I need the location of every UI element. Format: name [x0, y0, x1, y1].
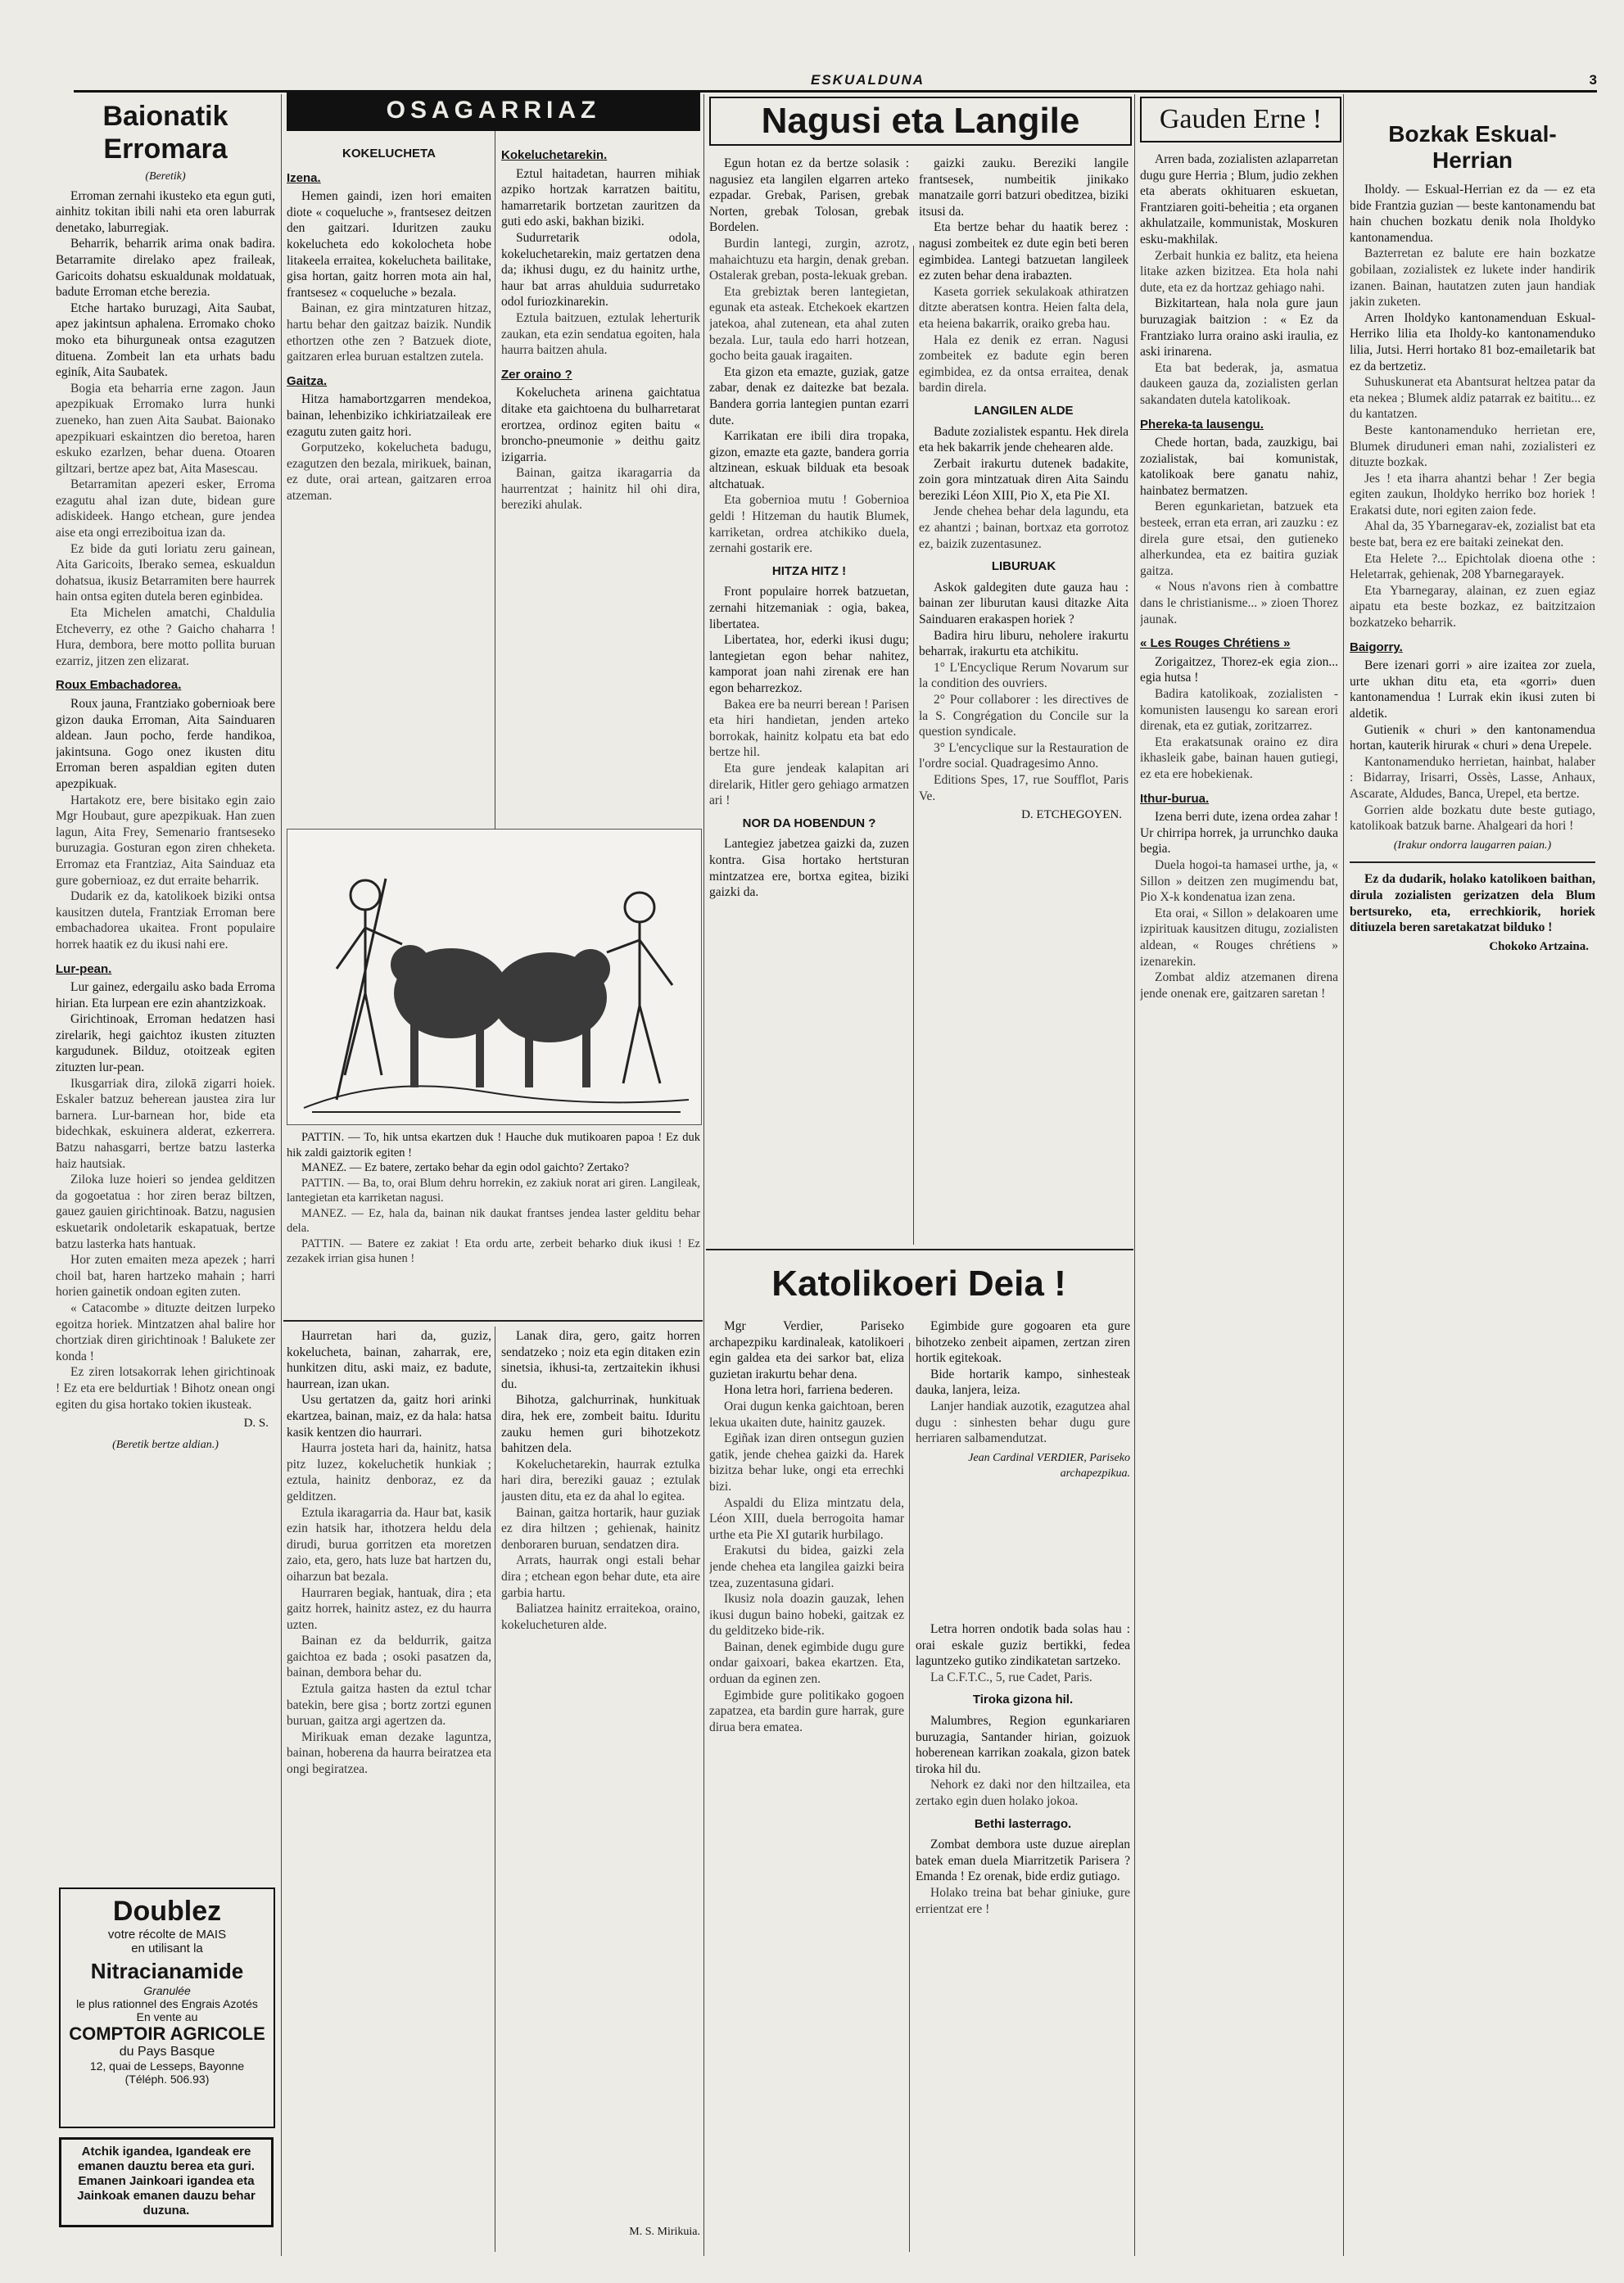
- paragraph: Bainan, gaitza ikaragarria da haurrentzat ; hainitz hil ohi dira, bereziki ahulak.: [501, 466, 700, 513]
- column-rule: [909, 1343, 910, 2252]
- paragraph: La C.F.T.C., 5, rue Cadet, Paris.: [930, 1670, 1092, 1684]
- paragraph: Beharrik, beharrik arima onak badira. Betarramite direlako apez fraileak, Garicoits dohatsu eskualdunak moldatuak, badute Erroman etche berezia.: [56, 237, 275, 300]
- subheading: LANGILEN ALDE: [974, 403, 1074, 418]
- column-rule: [703, 94, 704, 2256]
- section-heading: Roux Embachadorea.: [56, 678, 182, 693]
- paragraph: Eta erakatsunak oraino ez dira ikhasleik gabe, bainan hauen gutiegi, ez eta ere hobekienak.: [1140, 735, 1338, 781]
- ad-line: en utilisant la: [131, 1942, 203, 1955]
- paragraph: Hitza hamabortzgarren mendekoa, bainan, lehenbiziko ichkiriatzaileak ere ezagutu zuten gaitz hori.: [287, 392, 491, 439]
- article-title: Katolikoeri Deia !: [771, 1264, 1066, 1304]
- paragraph: Editions Spes, 17, rue Soufflot, Paris Ve.: [919, 772, 1129, 803]
- paragraph: Zombat dembora uste duzue aireplan batek eman duela Miarritzetik Parisera ? Emanda ! Ez orenak, bide erdiz gutiago.: [916, 1838, 1130, 1884]
- paragraph: Malumbres, Region egunkariaren buruzagia, Santander hirian, goizuok hoberenean karrikan zoakala, gizon batek tiroka hil du.: [916, 1713, 1130, 1776]
- sunday-notice: Atchik igandea, Igandeak ere emanen dauztu berea eta guri. Emanen Jainkoari igandea eta Jainkoak emanen dauzu behar duzuna.: [59, 2137, 274, 2227]
- paragraph: Nehork ez daki nor den hiltzailea, eta zertako egin duen holako jokoa.: [916, 1778, 1130, 1808]
- signature: D. ETCHEGOYEN.: [1021, 808, 1122, 822]
- paragraph: Dudarik ez da, katolikoek biziki ontsa kausitzen dutela, Frantziak Erroman bere embachadorea ukaitea. Front populaire horrek haatik ez du ikusi nahi ere.: [56, 889, 275, 952]
- section-heading: « Les Rouges Chrétiens »: [1140, 636, 1291, 651]
- paragraph: Jende chehea behar dela lagundu, eta ez ahantzi ; bainan, bortxaz eta gorrotoz ez, baizik zuzentasunez.: [919, 504, 1129, 551]
- paragraph: Roux jauna, Frantziako gobernioak bere gizon dauka Erroman, Aita Sainduaren aldean. Jaun pocho, ferde handikoa, jakintsuna. Gogo onez ikusten ditu Erroman beren aspaldian egiten duten apezpikuak.: [56, 697, 275, 791]
- paragraph: Bere izenari gorri » aire izaitea zor zuela, urte ukhan ditu eta, eta «gorri» duen kantonamendua ! Lurrak ekin ikusi zuten bi aldetik.: [1350, 658, 1595, 721]
- ad-headline: Doublez: [112, 1896, 222, 1927]
- paragraph: Haurraren begiak, hantuak, dira ; eta gaitz horrek, hainitz astez, ez du haurra uzten.: [287, 1585, 491, 1632]
- column-1: [56, 97, 275, 2144]
- signature: Jean Cardinal VERDIER, Pariseko archapezpikua.: [968, 1451, 1130, 1481]
- paragraph: Mgr Verdier, Pariseko archapezpiku kardinaleak, katolikoeri egin galdea eta dei sarkor bat, eliza guzietan irakurtu behar dena.: [709, 1319, 904, 1381]
- paragraph: Egun hotan ez da bertze solasik : nagusiez eta langilen elgarren arteko ezpadar. Grebak, Parisen, grebak Norten, grebak Tolosan, grebak Bordelen.: [709, 156, 909, 235]
- paragraph: Arrats, haurrak ongi estali behar dira ; etchean egon behar dute, eta aire garbia hartu.: [501, 1553, 700, 1600]
- paragraph: Mirikuak eman dezake laguntza, bainan, hoberena da haurra beiratzea eta ongi begiratzea.: [287, 1729, 491, 1777]
- caption-line: MANEZ. — Ez, hala da, bainan nik daukat frantses jendea laster gelditu behar dela.: [287, 1206, 700, 1235]
- section-title: OSAGARRIAZ: [386, 97, 601, 124]
- paragraph: Zerbait hunkia ez balitz, eta heiena litake azken bizitzea. Eta hola nahi dute, eta ez da hortzaz gehiago nahi.: [1140, 248, 1338, 295]
- column-6: [1140, 151, 1338, 2248]
- paragraph: Letra horren ondotik bada solas hau : orai eskale guziz bertikki, fedea laguntzeko gutiko zindikatetan sartzeko.: [916, 1622, 1130, 1669]
- paragraph: Bainan, ez gira mintzaturen hitzaz, hartu behar den gaitzaz baizik. Nundik ethortzen othe zen ? Batzuek diote, gaitzaren erlea buruan estaltzen zutela.: [287, 301, 491, 364]
- ad-line: Granulée: [143, 1984, 191, 1997]
- column-7: [1350, 182, 1595, 2254]
- paragraph: Libertatea, hor, ederki ikusi dugu; lantegietan egon behar nahitez, kamporat joan nahi zirenak ere han egon beharrezkoz.: [709, 633, 909, 695]
- section-heading: Ithur-burua.: [1140, 791, 1210, 806]
- ad-address: 12, quai de Lesseps, Bayonne: [89, 2059, 245, 2073]
- paragraph: Kokeluchetarekin, haurrak eztulka hari dira, bereziki gauaz ; eztulak jausten ditu, eta ez da ahal lo egitea.: [501, 1457, 700, 1503]
- column-rule: [1343, 94, 1344, 2256]
- divider: [1350, 861, 1595, 863]
- paragraph: Ziloka luze hoieri so jendea gelditzen da gogoetatua : hor ziren beraz biltzen, gauez gauien girichtinoak. Batzu, nagusien eskuetarik ondoletarik eskapatuak, bertze batzu lasterka hats hantuak.: [56, 1173, 275, 1251]
- paragraph: 3° L'encyclique sur la Restauration de l'ordre social. Quadragesimo Anno.: [919, 740, 1129, 771]
- paragraph: Egiñak izan diren ontsegun guzien gatik, jende chehea gaizki da. Harek bizitza behar luke, ongi eta errechki bizi.: [709, 1431, 904, 1494]
- ad-line: du Pays Basque: [119, 2045, 215, 2059]
- paragraph: Baliatzea hainitz erraitekoa, oraino, kokelucheturen alde.: [501, 1602, 700, 1632]
- paragraph: Bihotza, galchurrinak, hunkituak dira, hek ere, zombeit baitu. Iduritu zauku hemen guri bihotzekotz bahitzen dela.: [501, 1393, 700, 1456]
- cartoon-illustration: [287, 829, 702, 1125]
- paragraph: Holako treina bat behar giniuke, gure errientzat ere !: [916, 1885, 1130, 1916]
- paragraph: Hor zuten emaiten meza apezek ; harri choil bat, haren hartzeko mahain ; harri horien gainetik ondoan egiten zuten.: [56, 1253, 275, 1300]
- paragraph: Kantonamenduko herrietan, hainbat, halaber : Bidarray, Irisarri, Ossès, Lasse, Anhaux, Ascarate, Aldudes, Banca, Urepel, eta bertze.: [1350, 754, 1595, 801]
- ad-line: En vente au: [136, 2010, 198, 2023]
- paragraph: Duela hogoi-ta hamasei urthe, ja, « Sillon » deitzen zen mugimendu bat, Pio X-k kondenatua izan zena.: [1140, 857, 1338, 905]
- paragraph: Erroman zernahi ikusteko eta egun guti, ainhitz tokitan ibili nahi eta oren laburrak denetako, laburregiak.: [56, 188, 275, 235]
- oxen-herdsmen-drawing: [287, 830, 701, 1124]
- paper-name: ESKUALDUNA: [811, 72, 925, 88]
- signature: D. S.: [243, 1417, 269, 1431]
- paragraph: Eta gure jendeak kalapitan ari direlarik, Hitler gero gehiago armatzen ari !: [709, 761, 909, 808]
- paragraph: Beste kantonamenduko herrietan ere, Blumek diruduneri eman nahi, zozialisteri ez dituzte bozkak.: [1350, 423, 1595, 470]
- paragraph: Eta bertze behar du haatik berez : nagusi zombeitek ez dute egin beti beren egimbidea. Lantegi batzuetan langileek ez zuten behar dena irabazten.: [919, 220, 1129, 283]
- paragraph: Hala ez denik ez erran. Nagusi zombeitek ez badute egin beren egimbidea, ez da ontsa erraitea, denak bardin direla.: [919, 332, 1129, 396]
- article-title: Nagusi eta Langile: [709, 97, 1132, 146]
- ad-line: le plus rationnel des Engrais Azotés: [76, 1997, 258, 2010]
- subheading: LIBURUAK: [991, 559, 1056, 574]
- paragraph: Karrikatan ere ibili dira tropaka, gizon, emazte eta gazte, bandera gorria altzinean, eskuak bilduak eta besoak altchatuak.: [709, 429, 909, 491]
- paragraph: Ikusiz nola doazin gauzak, lehen ikusi dugun baino hobeki, gaitzak ez du gelditzeko bide-rik.: [709, 1592, 904, 1639]
- paragraph: Eztula ikaragarria da. Haur bat, kasik ezin hatsik har, ithotzera heldu dela dirudi, burua gorritzen eta moretzen zaio, eta, gero, hats luze bat hartzen du, oiharzun bat bezala.: [287, 1505, 491, 1584]
- paragraph: gaizki zauku. Bereziki langile frantsesek, numbeitik jinikako manatzaile gorri batzuri obeditzea, biziki itsusi da.: [919, 156, 1129, 219]
- paragraph: Kaseta gorriek sekulakoak athiratzen ditzte aberatsen kontra. Heien falta dela, eta heiena bakarrik, oraiko greba hau.: [919, 284, 1129, 331]
- paragraph: Burdin lantegi, zurgin, azrotz, mahaichtuzu eta hargin, denak greban. Ostalerak greban, posta-lekuak greban.: [709, 236, 909, 283]
- paragraph: Bogia eta beharria erne zagon. Jaun apezpikuak Erromako lurra hunki zueneko, han zuen Aita Saubat. Baionako apezpikuari eskaintzen dio beretoa, haren eskuko ezarlzen, behar duena. Otoaren giltzari, bertze apez bat, Aita Masescau.: [56, 381, 275, 476]
- paragraph: Egimbide gure gogoaren eta gure bihotzeko zenbeit aipamen, zertzan ziren hortik egitekoak.: [916, 1319, 1130, 1366]
- paragraph: Zorigaitzez, Thorez-ek egia zion... egia hutsa !: [1140, 654, 1338, 685]
- paragraph: Girichtinoak, Erroman hedatzen hasi zirelarik, hegi gaichtoz ikusten zituzten kargudunek. Bilduz, otoitzeak egiten zituzten lur-pean.: [56, 1012, 275, 1075]
- section-heading: Baigorry.: [1350, 640, 1403, 654]
- ad-line: votre récolte de MAIS: [107, 1928, 227, 1942]
- article-subtitle: (Beretik): [145, 170, 186, 183]
- section-rule: [283, 1320, 703, 1322]
- paragraph: Bazterretan ez balute ere hain bozkatze gobilaan, zozialistek ez lukete inder handirik izanen. Bainan, hautatzen zuten jaun handiak jakin zuketen.: [1350, 246, 1595, 310]
- katolikoeri-left-column: [709, 1318, 904, 2244]
- continued-note: (Irakur ondorra laugarren paian.): [1393, 839, 1552, 852]
- paragraph: Eta Michelen amatchi, Chaldulia Etcheverry, ez othe ? Gaicho chaharra ! Hura, dembora, bere motto pollita buruan ezarriz, jitzen zen elizarat.: [56, 606, 275, 668]
- paragraph: Bainan, gaitza hortarik, haur guziak ez dira hiltzen ; gehienak, hainitz denboraren buruan, sendatzen dira.: [501, 1505, 700, 1552]
- paragraph: Ez da dudarik, holako katolikoen baithan, dirula zozialisten gerizatzen dela Blum bertsureko, eta, errechkiorik, horiek ditiuzela beren saretakatzat bilduko !: [1350, 872, 1595, 935]
- column-3: [501, 139, 700, 819]
- katolikoeri-right-column: [916, 1318, 1130, 1613]
- section-heading: Zer oraino ?: [501, 367, 572, 382]
- paragraph: Suhuskunerat eta Abantsurat heltzea patar da eta nekea ; Blumek aldiz patarrak ez baititu... ez du kantatzen.: [1350, 375, 1595, 422]
- paragraph: Haurra josteta hari da, hainitz, hatsa pitz luzez, kokeluchetik hunkiak ; eztula, hainitz denboraz, ez da gelditzen.: [287, 1441, 491, 1503]
- column-5: [919, 156, 1129, 1245]
- paragraph: Erakutsi du bidea, gaizki zela jende chehea eta langilea gaizki beira tzea, zuzentasuna gidari.: [709, 1544, 904, 1590]
- subheading: Tiroka gizona hil.: [972, 1693, 1074, 1707]
- paragraph: Bakea ere ba neurri berean ! Parisen eta hiri handietan, jenden arteko borrokak, hainitz kolpatu eta bat edo bertze hil.: [709, 697, 909, 760]
- column-rule: [281, 94, 282, 2256]
- paragraph: Badira hiru liburu, neholere irakurtu beharrak, irakurtu eta atchikitu.: [919, 628, 1129, 659]
- caption-line: PATTIN. — Batere ez zakiat ! Eta ordu arte, zerbeit beharko diuk ikusi ! Ez zezakek irrian gisa hunen !: [287, 1236, 700, 1265]
- paragraph: Front populaire horrek batzuetan, zernahi hitzemaniak : ogia, bakea, libertatea.: [709, 585, 909, 631]
- paragraph: Bizkitartean, hala nola gure jaun buruzagiak baitzion : « Ez da Frantziako lurra oraino aski iraulia, ez aski irinarena.: [1140, 296, 1338, 359]
- paragraph: Bide hortarik kampo, sinhesteak dauka, lanjera, leiza.: [916, 1367, 1130, 1398]
- paragraph: « Nous n'avons rien à combattre dans le christianisme... » zioen Thorez jaunak.: [1140, 580, 1338, 626]
- column-3-lower: [501, 1328, 700, 2221]
- paragraph: Aspaldi du Eliza mintzatu dela, Léon XIII, duela berrogoita hamar urthe eta Pie XI gutarik hurbilago.: [709, 1495, 904, 1542]
- section-heading: Izena.: [287, 170, 321, 185]
- section-rule: [706, 1249, 1133, 1250]
- osagarriaz-banner: [287, 90, 700, 131]
- paragraph: Eta grebiztak beren lantegietan, egunak eta asteak. Etchekoek ekartzen jatekoa, ahal zutenean, eta ahal zuten bezala. Lur, taula edo harri hotzean, gocho beita gauak iragaiten.: [709, 284, 909, 364]
- caption-line: PATTIN. — Ba, to, orai Blum dehru horrekin, ez zakiuk norat ari giren. Langileak, lantegietan eta karriketan nagusi.: [287, 1176, 700, 1205]
- paragraph: Egimbide gure politikako gogoen zapatzea, eta bardin gure harrak, gure dirua bera ematea.: [709, 1688, 904, 1734]
- column-2-lower: [287, 1328, 491, 2245]
- paragraph: Zerbait irakurtu dutenek badakite, zoin gora mintzatuak diren Aita Saindu bereziki Léon XIII, Pio X, eta Pie XI.: [919, 456, 1129, 503]
- subheading: Bethi lasterrago.: [974, 1816, 1072, 1831]
- section-heading: Lur-pean.: [56, 961, 112, 976]
- paragraph: Gutienik « churi » den kantonamendua hortan, kauterik hirurak « churi » dena Urepele.: [1350, 722, 1595, 753]
- paragraph: Etche hartako buruzagi, Aita Saubat, apez jakintsun aphalena. Erromako choko moko eta bihurguneak ontsa ezagutzen dituena. Zombeit lan eta urhats badu eginík, Aita Saubatek.: [56, 301, 275, 380]
- paragraph: Betarramitan apezeri esker, Erroma ezagutu ahal izan dute, bidean gure adiskideek. Hango etchean, gure jendea aise eta ongi erreziboitua izan da.: [56, 477, 275, 540]
- caption-line: MANEZ. — Ez batere, zertako behar da egin odol gaichto? Zertako?: [301, 1161, 630, 1174]
- ad-phone: (Téléph. 506.93): [124, 2073, 210, 2086]
- paragraph: Zombat aldiz atzemanen direna jende onenak ere, gaitzaren saretan !: [1140, 970, 1338, 1001]
- column-rule: [1134, 94, 1135, 2256]
- section-heading: Kokeluchetarekin.: [501, 148, 608, 162]
- paragraph: Eta Ybarnegaray, alainan, ez zuen egiaz aipatu eta beste bozkaz, ez baitzitzaion bozkatzeko beharrik.: [1350, 583, 1595, 631]
- paragraph: Lantegiez jabetzea gaizki da, zuzen kontra. Gisa hortako hertsturan mintzatzea ere, bortxa egitea, biziki gaizki da.: [709, 837, 909, 900]
- subheading: NOR DA HOBENDUN ?: [742, 816, 876, 830]
- paragraph: Haurretan hari da, guziz, kokelucheta, bainan, zaharrak, ere, hunkitzen ditu, aski maiz, ez badute, haurrean, izan ukan.: [287, 1329, 491, 1391]
- paragraph: Chede hortan, bada, zauzkigu, bai zozialistak, bai komunistak, katolikoak bere ganatu nahiz, hainbatez bermatzen.: [1140, 436, 1338, 498]
- paragraph: Izena berri dute, izena ordea zahar ! Ur chirripa horrek, ja urrunchko dauka begia.: [1140, 810, 1338, 857]
- subheading: HITZA HITZ !: [771, 563, 847, 578]
- paragraph: Hona letra hori, farriena bederen.: [724, 1383, 893, 1398]
- paragraph: Askok galdegiten dute gauza hau : bainan zer liburutan kausi ditazke Aita Sainduaren erakaspen horiek ?: [919, 580, 1129, 627]
- continued-note: (Beretik bertze aldian.): [112, 1438, 219, 1451]
- katolikoeri-right-lower: [916, 1621, 1130, 2244]
- ad-seller: COMPTOIR AGRICOLE: [69, 2023, 265, 2044]
- paragraph: Usu gertatzen da, gaitz hori arinki ekartzea, bainan, maiz, ez da hala: hatsa kasik kentzen dio haurrari.: [287, 1393, 491, 1440]
- paragraph: Jes ! eta iharra ahantzi behar ! Zer begia egiten zaukun, Iholdyko herriko boz horiek ! Erakatsi dute, nori egiten zaion fede.: [1350, 471, 1595, 518]
- column-rule: [913, 246, 914, 1245]
- paragraph: Eta bat bederak, ja, asmatua daukeen gauza da, zozialisten gerlan sakandaten dutela katolikoak.: [1140, 360, 1338, 407]
- paragraph: Eta Helete ?... Epichtolak dioena othe : Heletarrak, gehienak, 208 Ybarnegarayek.: [1350, 551, 1595, 582]
- paragraph: 1° L'Encyclique Rerum Novarum sur la condition des ouvriers.: [919, 660, 1129, 691]
- article-title: Gauden Erne !: [1140, 97, 1341, 142]
- paragraph: Iholdy. — Eskual-Herrian ez da — ez eta bide Frantzia guzian — beste kantonamendu bat hain chuchen bozkatu denik nola Iholdyko kantonamendua.: [1350, 183, 1595, 245]
- paragraph: Ikusgarriak dira, zilokā zigarri hoiek. Eskaler batzuz beherean jaustea zira lur barnera. Lur-barnean hor, bide eta bidechkak, eskuinera alderat, ezkerrera. Batzu nahasgarri, bertze batzu lasterka haiz hautsiak.: [56, 1076, 275, 1171]
- paragraph: Eta gobernioa mutu ! Gobernioa geldi ! Hitzeman du hautik Blumek, karriketan, ordrea atchikiko duela, zernahi gostarik ere.: [709, 493, 909, 556]
- paragraph: Bainan, denek egimbide dugu gure ondar gaixoari, bakea ekartzen. Eta, orduan da eginen zen.: [709, 1639, 904, 1687]
- paragraph: 2° Pour collaborer : les directives de la S. Congrégation du Concile sur la question syndicale.: [919, 693, 1129, 739]
- paragraph: Lur gainez, edergailu asko bada Erroma hirian. Eta lurpean ere ezin ahantzizkoak.: [56, 980, 275, 1010]
- paragraph: Beren egunkarietan, batzuek eta besteek, erran eta erran, ari zauzku : ez direla gure etsai, den gutieneko alherkundea, eta ez baitira guziak gaitza.: [1140, 500, 1338, 578]
- paragraph: Eta orai, « Sillon » delakoaren ume izpirituak kausitzen ditugu, zozialisten aldean, « Rouges chrétiens » izenarekin.: [1140, 906, 1338, 969]
- paragraph: Lanjer handiak auzotik, ezagutzea ahal dugu : sinhesten behar dugu gure herriaren salbamendutzat.: [916, 1399, 1130, 1446]
- paragraph: Gorputzeko, kokelucheta badugu, ezagutzen den bezala, mirikuek, bainan, ez dute, orai artean, gaitzaren erroa atzeman.: [287, 441, 491, 503]
- paragraph: Hartakotz ere, bere bisitako egin zaio Mgr Houbaut, gure apezpikuak. Han zuen lagun, Aita Frey, Semenario frantseseko buruzagia. Gosturan egon ziren chheketa. Erromaz eta Frantziaz, Aita Sainduaz eta gure gobernioaz, ez dut erraite beharrik.: [56, 793, 275, 888]
- column-2: [287, 139, 491, 819]
- cartoon-caption: [287, 1130, 700, 1317]
- signature: M. S. Mirikuia.: [629, 2226, 700, 2238]
- paragraph: Ez ziren lotsakorrak lehen girichtinoak ! Ez eta ere beldurtiak ! Bihotz onean ongi egiten du gisa hortako tokien ikusteak.: [56, 1365, 275, 1412]
- paragraph: Eztula baitzuen, eztulak leherturik zaukan, eta ezin sendatua egoiten, hala haurra baitzen ahula.: [501, 310, 700, 358]
- paragraph: Ez bide da guti loriatu zeru gainean, Aita Garicoits, Iberako semea, eskualdun dohatsua, ikusiz Betarramiten bere haurrek hain ontsa egiten dutela beren eginbidea.: [56, 541, 275, 604]
- signature: Chokoko Artzaina.: [1489, 939, 1589, 953]
- paragraph: Eta gizon eta emazte, guziak, gatze zabar, denak ez daitezke bat bezala. Bandera gorria lantegien puntan ezarri dute.: [709, 364, 909, 427]
- paragraph: Badute zozialistek espantu. Hek direla eta hek bakarrik jende chehearen alde.: [919, 424, 1129, 455]
- article-title: Baionatik Erromara: [102, 101, 228, 165]
- column-4: [709, 156, 909, 1245]
- section-heading: Gaitza.: [287, 373, 328, 388]
- section-heading: Phereka-ta lausengu.: [1140, 417, 1264, 432]
- paragraph: Arren bada, zozialisten azlaparretan dugu gure Herria ; Blum, judio zekhen eta aberats okhituaren eskuetan, Frantziaren goiti-beheitia ; eta organen akhulatzaile, kommunistak, Moskuren esku-makhilak.: [1140, 152, 1338, 246]
- paragraph: Eztul haitadetan, haurren mihiak azpiko hortzak karratzen baititu, hamarretarik bortzetan zauritzen da guti edo aski, bakhan biziki.: [501, 166, 700, 229]
- caption-line: PATTIN. — To, hik untsa ekartzen duk ! Hauche duk mutikoaren papoa ! Ez duk hik zaldi gaiztorik egiten !: [287, 1131, 700, 1160]
- paragraph: Kokelucheta arinena gaichtatua ditake eta gaichtoena du bulharretarat erortzea, ordinoz egiten baitu « broncho-pneumonie » deithu gaitz izigarria.: [501, 386, 700, 464]
- fertilizer-advertisement: [59, 1887, 275, 2128]
- paragraph: Sudurretarik odola, kokeluchetarekin, maiz gertatzen dena da; ikhusi dugu, ez du hainitz urthe, haur bat arras ahulduia sudurretako odol furiozkinarekin.: [501, 230, 700, 310]
- paragraph: « Catacombe » dituzte deitzen lurpeko egoitza horiek. Mintzatzen ahal balire hor chortziak diren girichtinoak ! Balukete zer konda !: [56, 1300, 275, 1363]
- paragraph: Eztula gaitza hasten da eztul tchar batekin, bere gisa ; bortz zortzi egunen buruan, gaitza argi agertzen da.: [287, 1682, 491, 1729]
- paragraph: Bainan ez da beldurrik, gaitza gaichtoa ez bada ; osoki pasatzen da, bainan, dembora behar du.: [287, 1634, 491, 1680]
- paragraph: Ahal da, 35 Ybarnegarav-ek, zozialist bat eta beste bat, bera ez ere baitaki zeinekat den.: [1350, 519, 1595, 550]
- paragraph: Badira katolikoak, zozialisten - komunisten lausengu ko sarean erori direnak, eta ez gutiak, zoritzarrez.: [1140, 687, 1338, 734]
- page-number: 3: [1589, 72, 1597, 88]
- article-title: Bozkak Eskual-Herrian: [1388, 121, 1557, 173]
- paragraph: Orai dugun kenka gaichtoan, beren lekua ukaiten dute, hainitz gauzek.: [709, 1399, 904, 1430]
- subheading: KOKELUCHETA: [342, 147, 436, 160]
- paragraph: Hemen gaindi, izen hori emaiten diote « coqueluche », frantsesez deitzen den gaitzari. Iduritzen zauku kokelucheta edo kokolocheta hobe litakeela erraitea, kokelucheta bailitake, gisa hortan, gaitz horren mota ain hal, frantsesez « coqueluche » bezala.: [287, 189, 491, 300]
- paragraph: Arren Iholdyko kantonamenduan Eskual-Herriko lilia eta Iholdy-ko kantonamenduko lilia, Jutsi. Herri hortako 81 boz-emailetarik bat ez da bertzetiz.: [1350, 310, 1595, 373]
- paragraph: Lanak dira, gero, gaitz horren sendatzeko ; noiz eta egin ditaken ezin sinetsia, ikhusi-ta, zertzaitekin ikhusi du.: [501, 1329, 700, 1391]
- paragraph: Gorrien alde bozkatu dute beste gutiago, katolikoak batzuk barne. Ahalgeari da hori !: [1350, 802, 1595, 834]
- ad-product: Nitracianamide: [90, 1959, 244, 1983]
